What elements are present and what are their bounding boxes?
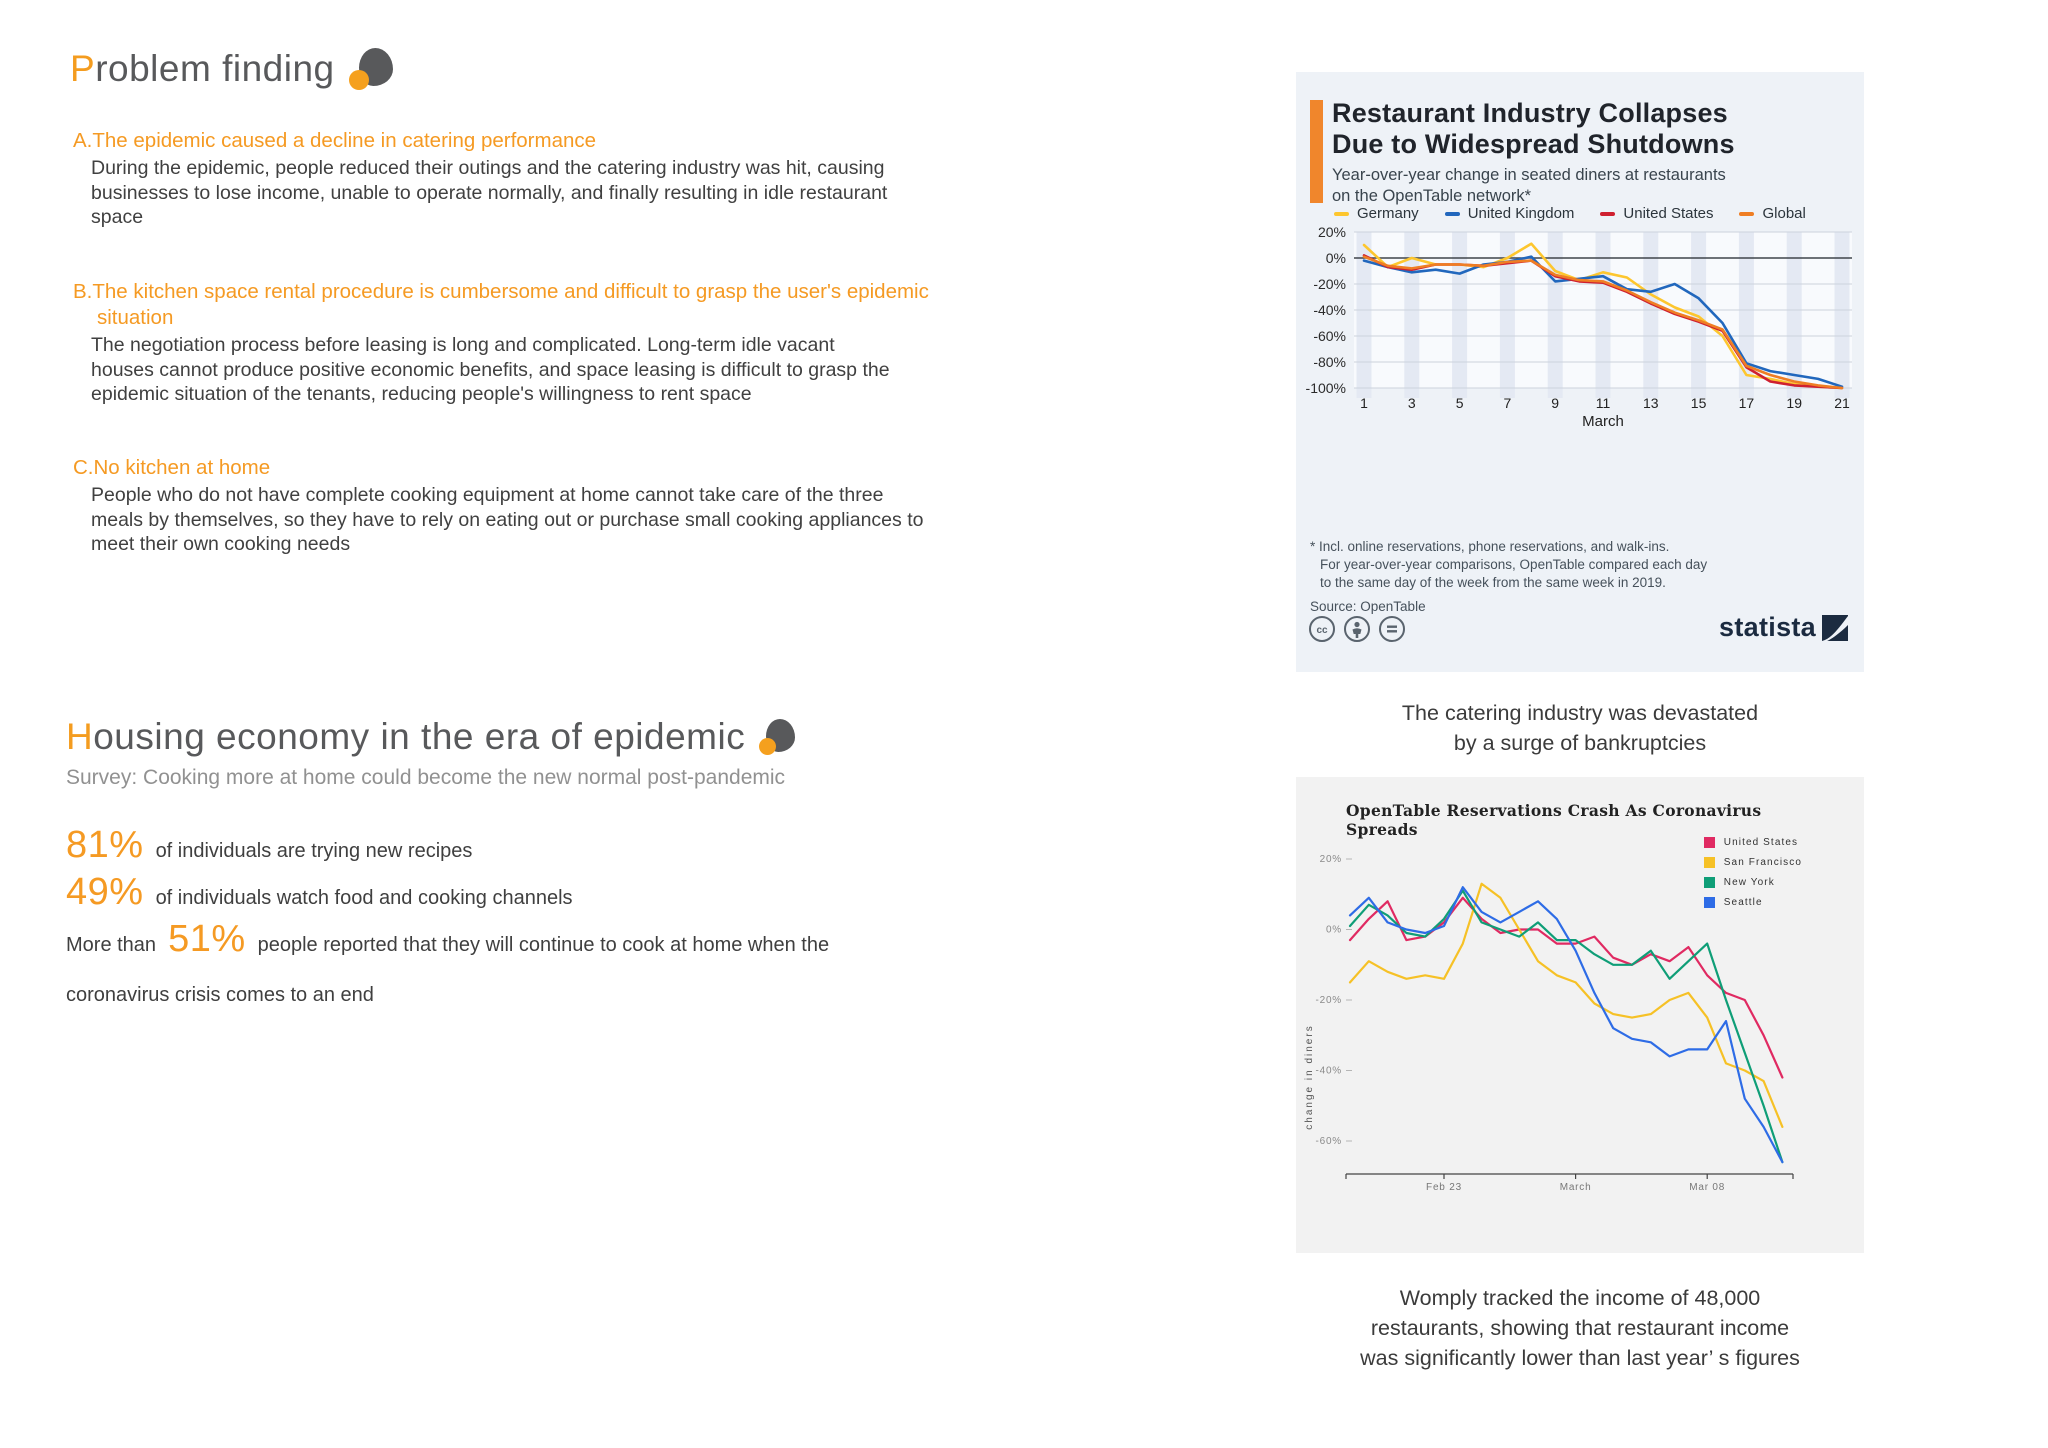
- legend-swatch: [1600, 212, 1615, 216]
- statista-chart-subtitle: Year-over-year change in seated diners at restaurants on the OpenTable network*: [1332, 166, 1726, 205]
- section-a: [73, 128, 933, 230]
- svg-text:-20%: -20%: [1315, 995, 1342, 1006]
- svg-text:9: 9: [1551, 395, 1560, 411]
- legend-swatch: [1739, 212, 1754, 216]
- stat-continue-cooking: [66, 918, 829, 961]
- source-line: Source: OpenTable: [1310, 599, 1426, 614]
- svg-text:0%: 0%: [1325, 250, 1346, 266]
- orange-accent-bar: [1310, 100, 1323, 203]
- title-text: Housing economy in the era of epidemic: [66, 716, 746, 757]
- legend-label: Global: [1762, 205, 1806, 222]
- section-a-heading: A.The epidemic caused a decline in catering performance: [73, 129, 597, 152]
- title-text: Problem finding: [70, 48, 335, 89]
- statista-logo: [1719, 612, 1848, 643]
- stat-value: 51%: [168, 918, 246, 960]
- person-blob-icon: [759, 719, 795, 755]
- svg-text:20%: 20%: [1319, 854, 1342, 865]
- svg-text:March: March: [1559, 1182, 1592, 1193]
- stat-value: 49%: [66, 871, 144, 913]
- statista-logo-text: statista: [1719, 612, 1816, 642]
- svg-text:13: 13: [1643, 395, 1659, 411]
- svg-text:5: 5: [1455, 395, 1464, 411]
- legend-label: New York: [1723, 877, 1775, 888]
- stat-prefix: More than: [66, 934, 157, 956]
- legend-item: [1334, 205, 1419, 222]
- svg-text:1: 1: [1360, 395, 1368, 411]
- problem-finding-title: [70, 48, 393, 90]
- legend-label: Germany: [1357, 205, 1419, 222]
- section-c: [73, 455, 933, 557]
- stat-recipes: [66, 824, 472, 867]
- statista-line-chart: [1296, 224, 1864, 434]
- svg-text:-60%: -60%: [1313, 328, 1346, 344]
- womply-line-chart: [1296, 777, 1864, 1253]
- cc-nd-equal-icon: [1378, 615, 1406, 643]
- svg-text:Mar 08: Mar 08: [1689, 1182, 1726, 1193]
- legend-label: Seattle: [1723, 897, 1763, 908]
- section-b-heading: B.The kitchen space rental procedure is cumbersome and difficult to grasp the user's epidemic situation: [73, 280, 929, 329]
- statista-chart-title: Restaurant Industry Collapses Due to Widespread Shutdowns: [1332, 98, 1735, 159]
- title-accent-letter: H: [66, 716, 94, 757]
- legend-swatch: [1334, 212, 1349, 216]
- legend-item: [1445, 205, 1575, 222]
- section-a-body: During the epidemic, people reduced their outings and the catering industry was hit, causing businesses to lose income, unable to operate normally, and finally resulting in idle restaurant space: [91, 157, 888, 228]
- opentable-reservations-card: [1296, 777, 1864, 1253]
- cc-license-icons: [1308, 615, 1406, 643]
- svg-text:21: 21: [1834, 395, 1850, 411]
- stat-continue-cooking-line2: coronavirus crisis comes to an end: [66, 984, 374, 1006]
- section-c-heading: C.No kitchen at home: [73, 456, 271, 479]
- womply-caption: Womply tracked the income of 48,000 restaurants, showing that restaurant income was significantly lower than last year’ s figures: [1360, 1286, 1800, 1370]
- legend-label: United States: [1623, 205, 1714, 222]
- section-c-body: People who do not have complete cooking equipment at home cannot take care of the three meals by themselves, so they have to rely on eating out or purchase small cooking appliances to meet their own cooking needs: [91, 484, 924, 555]
- stat-text: of individuals are trying new recipes: [155, 840, 473, 862]
- svg-text:-80%: -80%: [1313, 354, 1346, 370]
- svg-text:11: 11: [1595, 395, 1611, 411]
- statista-infographic-card: [1296, 72, 1864, 672]
- survey-subtitle: Survey: Cooking more at home could become the new normal post-pandemic: [66, 766, 786, 789]
- svg-text:17: 17: [1738, 395, 1755, 411]
- stat-text: people reported that they will continue to cook at home when the: [257, 934, 830, 956]
- svg-text:cc: cc: [1316, 625, 1328, 636]
- stat-text: of individuals watch food and cooking channels: [155, 887, 573, 909]
- stat-channels: [66, 871, 573, 914]
- orange-dot: [349, 70, 369, 90]
- svg-text:19: 19: [1786, 395, 1802, 411]
- cc-by-attribution-icon: [1343, 615, 1371, 643]
- legend-swatch: [1445, 212, 1460, 216]
- svg-text:-40%: -40%: [1315, 1065, 1342, 1077]
- legend-label: United Kingdom: [1467, 205, 1575, 222]
- statista-legend: [1334, 205, 1806, 222]
- svg-text:Feb 23: Feb 23: [1426, 1182, 1462, 1193]
- legend-item: [1600, 205, 1713, 222]
- svg-text:3: 3: [1407, 395, 1416, 411]
- legend-label: United States: [1723, 837, 1799, 848]
- svg-text:20%: 20%: [1317, 224, 1346, 240]
- svg-text:15: 15: [1690, 395, 1707, 411]
- cc-license-icon: [1308, 615, 1336, 643]
- svg-text:March: March: [1582, 413, 1624, 430]
- person-blob-icon: [349, 48, 393, 90]
- svg-text:-40%: -40%: [1313, 302, 1346, 318]
- statista-caption: The catering industry was devastated by a surge of bankruptcies: [1401, 701, 1759, 755]
- svg-text:-20%: -20%: [1313, 276, 1346, 292]
- womply-chart-title: OpenTable Reservations Crash As Coronavirus Spreads: [1346, 801, 1762, 839]
- svg-text:0%: 0%: [1325, 924, 1342, 936]
- section-b-body: The negotiation process before leasing is long and complicated. Long-term idle vacant houses cannot produce positive economic benefits, and space leasing is difficult to grasp the epidemic situation of the tenants, reducing people's willingness to rent space: [91, 334, 890, 405]
- stat-value: 81%: [66, 824, 144, 866]
- svg-text:7: 7: [1503, 395, 1512, 411]
- title-accent-letter: P: [70, 48, 96, 89]
- legend-label: San Francisco: [1723, 857, 1802, 868]
- svg-text:change in diners: change in diners: [1304, 1024, 1315, 1130]
- section-b: [73, 279, 933, 407]
- svg-text:-60%: -60%: [1315, 1136, 1342, 1147]
- statista-footnote: * Incl. online reservations, phone reservations, and walk-ins. For year-over-year comparisons, OpenTable compared each day to the same day of the week from the same week in 2019. Source: OpenTable: [1310, 539, 1708, 614]
- housing-economy-title: [66, 716, 795, 758]
- legend-item: [1739, 205, 1805, 222]
- orange-dot: [759, 738, 776, 755]
- statista-logo-mark: [1822, 615, 1848, 641]
- svg-text:-100%: -100%: [1305, 380, 1346, 396]
